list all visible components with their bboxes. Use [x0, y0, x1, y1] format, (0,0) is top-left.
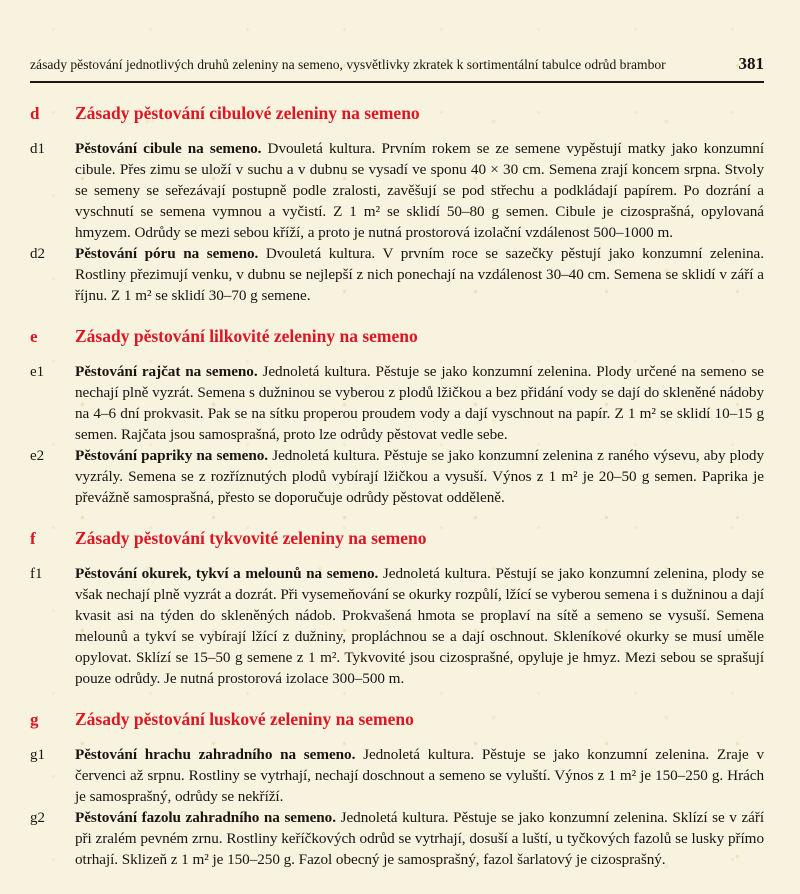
subsection-item — [30, 361, 764, 445]
subsection-item — [30, 563, 764, 689]
page-header — [30, 54, 764, 74]
section-label: g — [30, 710, 39, 729]
item-body: Jednoletá kultura. Pěstuje se jako konzumní zelenina. Plody určené na semeno se nechají plně vyzrát. Semena s dužninou se vyberou z plodů lžičkou a bez přidání vody se dají do skleněné nádoby na 4–6 dní prokvasit. Pak se na sítku properou proudem vody a dají vyschnout na papír. Z 1 m² se sklidí 10–15 g semen. Rajčata jsou samosprašná, proto lze odrůdy pěstovat vedle sebe. — [75, 363, 764, 443]
item-body: Dvouletá kultura. Prvním rokem se ze semene vypěstují matky jako konzumní cibule. Přes zimu se uloží v suchu a v dubnu se vysadí ve sponu 40 × 30 cm. Semena zrají koncem srpna. Stvoly se semeny se seřezávají postupně podle zralosti, zavěšují se pod střechu a podkládají papírem. Po dozrání a vyschnutí se semena vymnou a vyčistí. Z 1 m² se sklidí 50–80 g semen. Cibule je cizosprašná, opylovaná hmyzem. Odrůdy se mezi sebou kříží, a proto je nutná prostorová izolační vzdálenost 500–1000 m. — [75, 140, 764, 241]
item-body: Jednoletá kultura. Pěstuje se jako konzumní zelenina. Sklízí se v září při zralém pevném zrnu. Rostliny keříčkových odrůd se vytrhají, dosuší a luští, u tyčkových fazolů se lusky přímo otrhají. Sklizeň z 1 m² je 150–250 g. Fazol obecný je samosprašný, fazol šarlatový je cizosprašný. — [75, 809, 764, 868]
section-label: d — [30, 104, 40, 123]
header-rule — [30, 81, 764, 83]
section-title: Zásady pěstování tykvovité zeleniny na semeno — [75, 528, 427, 548]
subsection-item — [30, 243, 764, 306]
item-body: Dvouletá kultura. V prvním roce se sazečky pěstují jako konzumní zelenina. Rostliny přezimují venku, v dubnu se nejlepší z nich ponechají na vzdálenost 30–40 cm. Semena se sklidí v září a říjnu. Z 1 m² se sklidí 30–70 g semene. — [75, 245, 764, 304]
item-lead: Pěstování okurek, tykví a melounů na semeno. — [75, 565, 379, 582]
item-label: g2 — [30, 809, 45, 826]
item-body: Jednoletá kultura. Pěstují se jako konzumní zelenina, plody se však nechají plně vyzrát a dozrát. Při vysemeňování se okurky rozpůlí, lžící se vyberou semena i s dužninou a dají kvasit asi na týden do skleněných nádob. Prokvašená hmota se proplaví na sítě a semeno se vysuší. Semena melounů a tykví se vybírají lžící z dužniny, propláchnou se a dají oschnout. Skleníkové okurky se musí uměle opylovat. Sklízí se 15–50 g semene z 1 m². Tykvovité jsou cizosprašné, opyluje je hmyz. Mezi sebou se sprašují pouze odrůdy. Je nutná prostorová izolace 300–500 m. — [75, 565, 764, 687]
item-label: f1 — [30, 565, 43, 582]
item-text — [75, 361, 764, 445]
item-lead: Pěstování cibule na semeno. — [75, 140, 262, 157]
item-label: d2 — [30, 245, 45, 262]
item-lead: Pěstování rajčat na semeno. — [75, 363, 258, 380]
section-heading — [30, 708, 764, 730]
item-body: Jednoletá kultura. Pěstuje se jako konzumní zelenina. Zraje v červenci až srpnu. Rostliny se vytrhají, nechají doschnout a semeno se vyluští. Výnos z 1 m² je 150–250 g. Hrách je samosprašný, odrůdy se nekříží. — [75, 746, 764, 805]
subsection-item — [30, 744, 764, 807]
item-lead: Pěstování hrachu zahradního na semeno. — [75, 746, 356, 763]
section-title: Zásady pěstování cibulové zeleniny na semeno — [75, 103, 420, 123]
item-lead: Pěstování póru na semeno. — [75, 245, 259, 262]
section-label: f — [30, 529, 36, 548]
sections-container — [30, 102, 764, 870]
item-lead: Pěstování papriky na semeno. — [75, 447, 269, 464]
item-lead: Pěstování fazolu zahradního na semeno. — [75, 809, 336, 826]
section — [30, 527, 764, 689]
section — [30, 102, 764, 306]
item-label: d1 — [30, 140, 45, 157]
item-text — [75, 138, 764, 243]
running-title: zásady pěstování jednotlivých druhů zeleniny na semeno, vysvětlivky zkratek k sortimentální tabulce odrůd brambor — [30, 57, 666, 72]
item-label: e2 — [30, 447, 45, 464]
section — [30, 708, 764, 870]
item-text — [75, 744, 764, 807]
section — [30, 325, 764, 508]
section-items — [30, 138, 764, 306]
item-label: g1 — [30, 746, 45, 763]
subsection-item — [30, 138, 764, 243]
item-text — [75, 807, 764, 870]
section-heading — [30, 102, 764, 124]
section-title: Zásady pěstování luskové zeleniny na semeno — [75, 709, 414, 729]
section-items — [30, 563, 764, 689]
section-title: Zásady pěstování lilkovité zeleniny na semeno — [75, 326, 418, 346]
section-heading — [30, 527, 764, 549]
section-items — [30, 361, 764, 508]
section-items — [30, 744, 764, 870]
section-heading — [30, 325, 764, 347]
subsection-item — [30, 445, 764, 508]
item-text — [75, 243, 764, 306]
page-number: 381 — [738, 54, 764, 73]
section-label: e — [30, 327, 38, 346]
subsection-item — [30, 807, 764, 870]
item-label: e1 — [30, 363, 45, 380]
item-text — [75, 445, 764, 508]
item-text — [75, 563, 764, 689]
item-body: Jednoletá kultura. Pěstuje se jako konzumní zelenina z raného výsevu, aby plody vyzrály. Semena se z rozříznutých plodů vybírají lžičkou a vysuší. Výnos z 1 m² je 20–50 g semen. Paprika je převážně samosprašná, přesto se doporučuje odrůdy pěstovat odděleně. — [75, 447, 765, 506]
